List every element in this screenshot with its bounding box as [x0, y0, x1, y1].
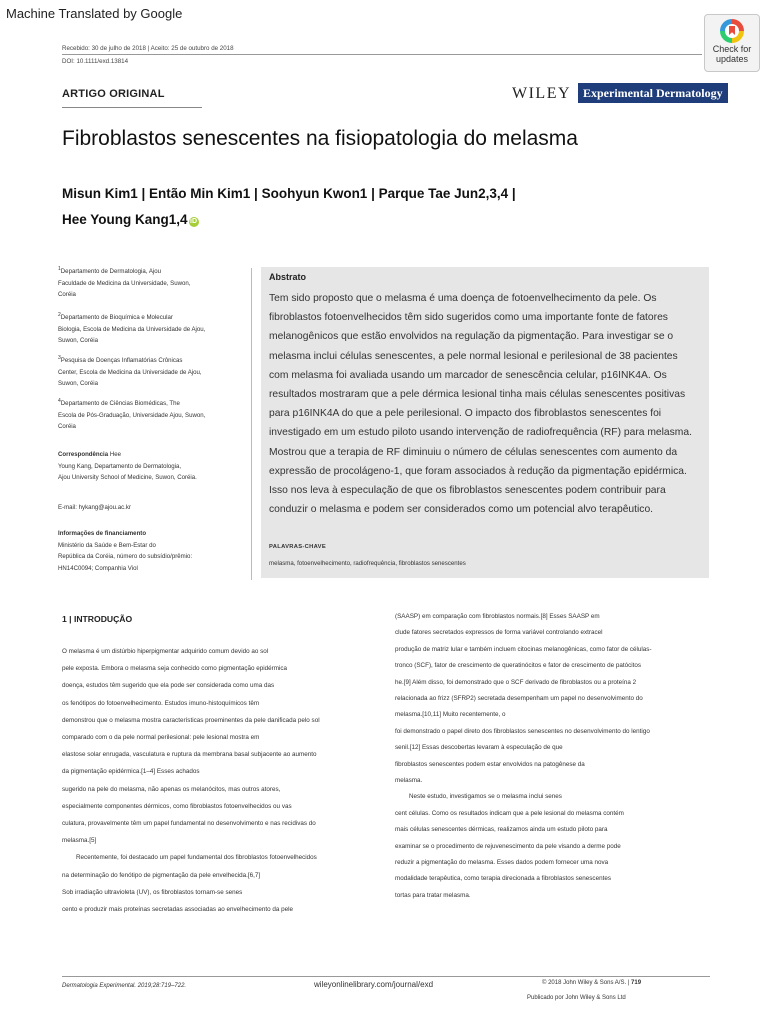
footer-citation: Dermatologia Experimental. 2019;28:719–722.	[62, 983, 187, 989]
keywords: melasma, fotoenvelhecimento, radiofrequência, fibroblastos senescentes	[269, 560, 466, 567]
body-text-line: melasma.[5]	[62, 837, 97, 845]
body-text-line: especialmente componentes dérmicos, como fibroblastos fotoenvelhecidos ou vas	[62, 802, 292, 810]
header-rule	[62, 54, 702, 55]
body-text-line: modalidade terapêutica, como terapia direcionada a fibroblastos senescentes	[395, 875, 611, 883]
article-type-underline	[62, 107, 202, 108]
body-text-line: sugerido na pele do melasma, não apenas os melanócitos, mas outros atores,	[62, 785, 281, 793]
body-text-line: melasma.[10,11] Muito recentemente, o	[395, 711, 506, 719]
article-type: ARTIGO ORIGINAL	[62, 88, 165, 100]
journal-logo: Experimental Dermatology	[578, 83, 728, 103]
machine-translated-banner: Machine Translated by Google	[6, 6, 183, 21]
keywords-heading: PALAVRAS-CHAVE	[269, 544, 327, 550]
body-text-line: foi demonstrado o papel direto dos fibroblastos senescentes no desenvolvimento do lentigo	[395, 727, 650, 735]
footer-publisher: Publicado por John Wiley & Sons Ltd	[527, 995, 626, 1001]
article-title: Fibroblastos senescentes na fisiopatologia do melasma	[62, 127, 578, 150]
abstract-heading: Abstrato	[269, 272, 307, 282]
body-text-line: elastose solar enrugada, vasculatura e ruptura da membrana basal subjacente ao aumento	[62, 751, 317, 759]
body-text-line: cent células. Como os resultados indicam que a pele lesional do melasma contém	[395, 809, 624, 817]
authors-line-1: Misun Kim1 | Então Min Kim1 | Soohyun Kwon1 | Parque Tae Jun2,3,4 |	[62, 186, 516, 201]
body-text-line: (SAASP) em comparação com fibroblastos normais.[8] Esses SAASP em	[395, 613, 600, 620]
body-text-line: relacionada ao frizz (SFRP2) secretada desempenham um papel no desenvolvimento do	[395, 695, 643, 702]
body-text-line: culatura, provavelmente têm um papel fundamental no desenvolvimento e nas recidivas do	[62, 820, 316, 827]
body-text-line: Sob irradiação ultravioleta (UV), os fibroblastos tornam-se senes	[62, 888, 243, 896]
check-updates-label: Check for updates	[712, 44, 752, 64]
footer-rule	[62, 976, 710, 977]
received-dates: Recebido: 30 de julho de 2018 | Aceito: 25 de outubro de 2018	[62, 45, 234, 52]
body-text-line: tortas para tratar melasma.	[395, 891, 471, 899]
body-text-line: Neste estudo, investigamos se o melasma inclui senes	[409, 793, 562, 801]
publisher-logo: WILEY	[512, 85, 572, 102]
body-text-line: doença, estudos têm sugerido que ela pode ser considerada como uma das	[62, 682, 275, 690]
bookmark-badge-icon	[720, 19, 744, 43]
affiliation-4: $^4$Departamento de Ciências Biomédicas, The Escola de Pós-Graduação, Universidade Ajou, Suwon, Coréia	[58, 398, 206, 431]
body-text-line: examinar se o procedimento de rejuvenescimento da pele visando a derme pode	[395, 842, 621, 850]
body-text-line: cento e produzir mais proteínas secretadas associadas ao envelhecimento da pele	[62, 906, 294, 913]
body-text-line: produção de matriz lular e também incluem citocinas melanogênicas, como fator de células-	[395, 645, 652, 653]
body-text-line: clude fatores secretados expressos de forma variável controlando extracel	[395, 629, 603, 637]
section-heading-introduction: 1 | INTRODUÇÃO	[62, 614, 133, 624]
correspondence: Correspondência Hee Young Kang, Departamento de Dermatologia, Ajou University School of Medicine, Suwon, Coréia.	[58, 451, 197, 481]
body-text-line: demonstrou que o melasma mostra características proeminentes da pele danificada pelo sol	[62, 716, 320, 724]
body-text-line: Recentemente, foi destacado um papel fundamental dos fibroblastos fotoenvelhecidos	[76, 854, 317, 862]
column-divider	[251, 268, 252, 580]
abstract-box	[261, 267, 709, 578]
body-text-line: pele exposta. Embora o melasma seja conhecido como pigmentação epidérmica	[62, 665, 288, 673]
correspondence-email[interactable]: E-mail: hykang@ajou.ac.kr	[58, 504, 131, 511]
body-text-line: senil.[12] Essas descobertas levaram à especulação de que	[395, 744, 563, 752]
body-text-line: os fenótipos do fotoenvelhecimento. Estudos imuno-histoquímicos têm	[62, 699, 260, 707]
check-for-updates-button[interactable]	[704, 14, 760, 72]
affiliation-1: $^1$Departamento de Dermatologia, Ajou Faculdade de Medicina da Universidade, Suwon, Coréia	[58, 266, 191, 299]
body-text-line: mais células senescentes dérmicas, realizamos ainda um estudo piloto para	[395, 826, 608, 834]
body-text-line: fibroblastos senescentes podem estar envolvidos na patogênese da	[395, 760, 585, 768]
body-text-line: comparado com o da pele normal perilesional: pele lesional mostra em	[62, 734, 260, 741]
funding-info: Informações de financiamento Ministério da Saúde e Bem-Estar do República da Coréia, número do subsídio/prêmio: HN14C0094; Companhia Viol	[58, 530, 193, 572]
doi[interactable]: DOI: 10.1111/exd.13814	[62, 58, 129, 65]
body-text-line: da pigmentação epidérmica.[1–4] Esses achados	[62, 768, 200, 776]
body-text-line: he.[9] Além disso, foi demonstrado que o SCF derivado de fibroblastos ou a proteína 2	[395, 678, 637, 686]
abstract-text: Tem sido proposto que o melasma é uma doença de fotoenvelhecimento da pele. Os fibroblastos fotoenvelhecidos têm sido sugeridos como uma importante fonte de fatores melanogênicos que estão envolvidos na regulação da pigmentação. Para investigar se o melasma inclui células senescentes, a pele normal lesional e perilesional de 38 pacientes com melasma foi avaliada usando um marcador de senescência celular, p16INK4A. Os resultados mostraram que a pele dérmica lesional tinha mais células senescentes positivas para p16INK4A do que a pele perilesional. O impacto dos fibroblastos senescentes foi investigado em um estudo piloto usando intervenção de radiofrequência (RF) para melasma. Mostrou que a terapia de RF diminuiu o número de células senescentes com aumento da expressão de procolágeno-1, que foram associados à redução da pigmentação epidérmica. Isso nos leva à especulação de que os fibroblastos senescentes podem contribuir para conduzir o melasma e podem ser considerados como um potencial alvo terapêutico.	[269, 293, 692, 516]
body-text-line: na determinação do fenótipo de pigmentação da pele envelhecida.[6,7]	[62, 871, 261, 879]
body-text-line: tronco (SCF), fator de crescimento de queratinócitos e fator de crescimento de patócitos	[395, 662, 642, 670]
footer-url[interactable]: wileyonlinelibrary.com/journal/exd	[314, 980, 434, 989]
affiliation-2: $^2$Departamento de Bioquímica e Molecular Biologia, Escola de Medicina da Universidade de Ajou, Suwon, Coréia	[58, 312, 206, 345]
authors-line-2: Hee Young Kang1,4 iD	[62, 212, 198, 227]
body-text-line: O melasma é um distúrbio hiperpigmentar adquirido comum devido ao sol	[62, 648, 269, 655]
orcid-icon[interactable]: iD	[190, 218, 198, 225]
body-text-line: melasma.	[395, 777, 423, 784]
affiliation-3: $^3$Pesquisa de Doenças Inflamatórias Crônicas Center, Escola de Medicina da Universidade de Ajou, Suwon, Coréia	[58, 355, 202, 388]
body-text-line: reduzir a pigmentação do melasma. Esses dados podem fornecer uma nova	[395, 859, 609, 866]
footer-copyright: © 2018 John Wiley & Sons A/S. | 719	[542, 980, 642, 986]
